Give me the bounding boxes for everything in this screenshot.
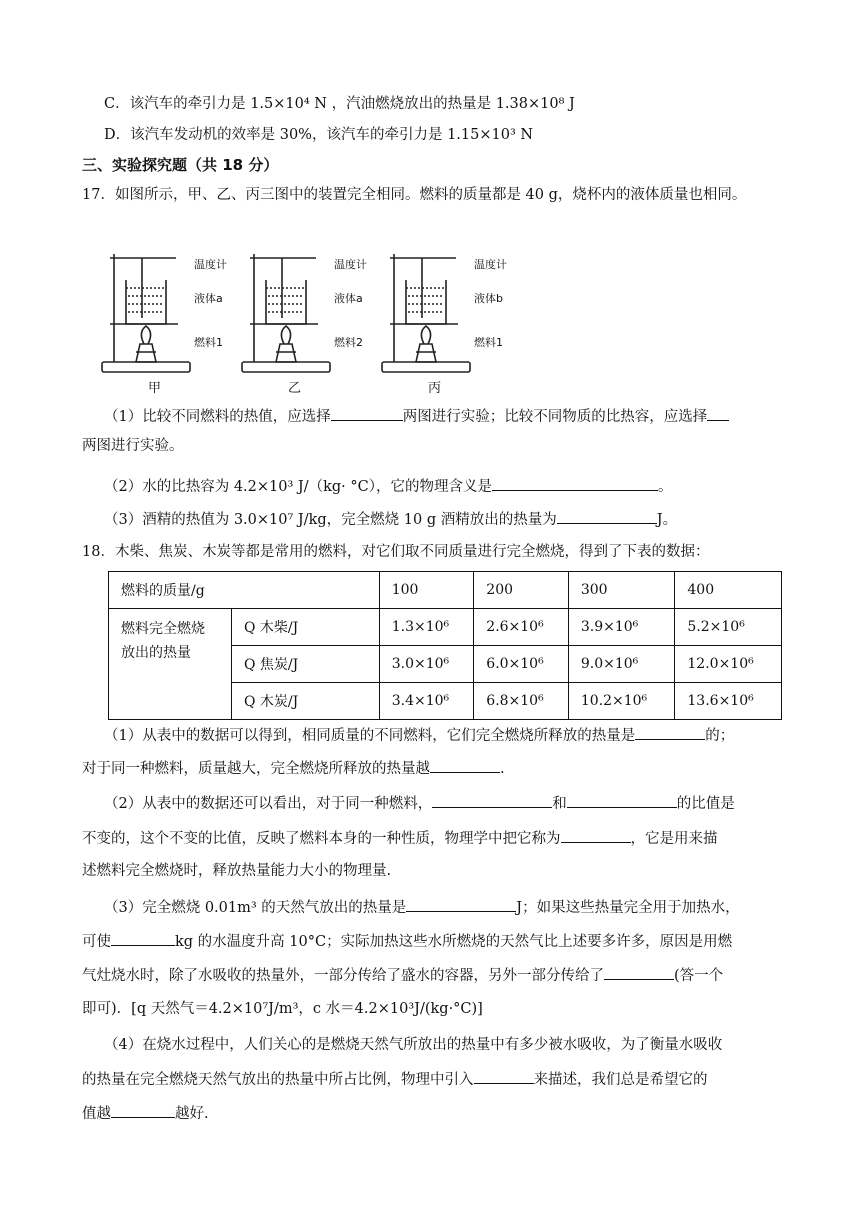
answer-blank[interactable]: [707, 406, 729, 421]
q18-part3-cont2: 气灶烧水时，除了水吸收的热量外，一部分传给了盛水的容器，另外一部分传给了 (答一个: [82, 965, 723, 986]
label-liquid-bing: 液体b: [474, 292, 503, 305]
q18-part4: （4）在烧水过程中，人们关心的是燃烧天然气所放出的热量中有多少被水吸收，为了衡量水吸收: [104, 1037, 723, 1053]
q17-part2: （2）水的比热容为 4.2×10³ J/（kg· °C），它的物理含义是 。: [104, 476, 673, 497]
table-cell: 300: [568, 572, 675, 609]
q18-part1-cont: 对于同一种燃料，质量越大，完全燃烧所释放的热量越 .: [82, 758, 505, 779]
answer-blank[interactable]: [567, 793, 677, 808]
caption-yi: 乙: [288, 381, 302, 396]
table-cell: 2.6×10⁶: [474, 609, 569, 646]
table-cell: 200: [474, 572, 569, 609]
apparatus-bing: [382, 254, 470, 372]
label-fuel-yi: 燃料2: [334, 336, 363, 349]
answer-blank[interactable]: [604, 965, 674, 980]
table-row-label: Q 木炭/J: [232, 683, 380, 720]
fuel-data-table: [108, 571, 782, 720]
table-group-label: 燃料完全燃烧 放出的热量: [109, 609, 232, 720]
answer-blank[interactable]: [561, 828, 631, 843]
answer-blank[interactable]: [331, 406, 403, 421]
q18-part1: （1）从表中的数据可以得到，相同质量的不同燃料，它们完全燃烧所释放的热量是 的；: [104, 725, 734, 746]
question-18-stem: 18．木柴、焦炭、木炭等都是常用的燃料，对它们取不同质量进行完全燃烧，得到了下表的数据：: [82, 544, 710, 560]
table-cell: 3.9×10⁶: [568, 609, 675, 646]
label-liquid-yi: 液体a: [334, 292, 363, 305]
answer-blank[interactable]: [474, 1069, 534, 1084]
table-cell: 1.3×10⁶: [379, 609, 474, 646]
caption-bing: 丙: [428, 381, 442, 396]
table-row: [109, 609, 782, 646]
table-row-label: Q 焦炭/J: [232, 646, 380, 683]
label-fuel-jia: 燃料1: [194, 336, 223, 349]
label-fuel-bing: 燃料1: [474, 336, 503, 349]
q18-part3-cont: 可使 kg 的水温度升高 10°C；实际加热这些水所燃烧的天然气比上述要多许多，原因是用燃: [82, 931, 732, 952]
apparatus-figure: [96, 240, 516, 404]
answer-blank[interactable]: [111, 1103, 175, 1118]
answer-blank[interactable]: [432, 793, 552, 808]
table-cell: 12.0×10⁶: [675, 646, 782, 683]
table-cell: 400: [675, 572, 782, 609]
q18-part4-cont: 的热量在完全燃烧天然气放出的热量中所占比例，物理中引入 来描述，我们总是希望它的: [82, 1069, 708, 1090]
label-liquid-jia: 液体a: [194, 292, 223, 305]
q17-part3: （3）酒精的热值为 3.0×10⁷ J/kg，完全燃烧 10 g 酒精放出的热量为 J。: [104, 509, 677, 530]
option-c: C．该汽车的牵引力是 1.5×10⁴ N ，汽油燃烧放出的热量是 1.38×10⁸ J: [104, 96, 575, 112]
q18-part3-given: 即可)．[q 天然气＝4.2×10⁷J/m³，c 水＝4.2×10³J/(kg·°C)]: [82, 1001, 483, 1017]
table-cell: 6.8×10⁶: [474, 683, 569, 720]
answer-blank[interactable]: [111, 931, 175, 946]
table-row-label: Q 木柴/J: [232, 609, 380, 646]
q18-part4-end: 值越 越好.: [82, 1103, 209, 1124]
table-cell: 6.0×10⁶: [474, 646, 569, 683]
table-cell: 100: [379, 572, 474, 609]
q17-part1-cont: 两图进行实验。: [82, 438, 184, 454]
q17-part1: （1）比较不同燃料的热值，应选择 两图进行实验；比较不同物质的比热容，应选择: [104, 406, 729, 427]
label-thermometer-bing: 温度计: [474, 258, 507, 271]
answer-blank[interactable]: [406, 897, 516, 912]
section-title: 三、实验探究题（共 18 分）: [82, 156, 279, 174]
table-cell: 3.4×10⁶: [379, 683, 474, 720]
answer-blank[interactable]: [492, 476, 658, 491]
q18-part2-end: 述燃料完全燃烧时，释放热量能力大小的物理量.: [82, 863, 392, 879]
table-cell: 13.6×10⁶: [675, 683, 782, 720]
label-thermometer-jia: 温度计: [194, 258, 227, 271]
q18-part2-cont: 不变的，这个不变的比值，反映了燃料本身的一种性质，物理学中把它称为 ，它是用来描: [82, 828, 718, 849]
table-cell: 5.2×10⁶: [675, 609, 782, 646]
apparatus-illustration: [96, 240, 516, 400]
answer-blank[interactable]: [635, 725, 705, 740]
table-cell: 9.0×10⁶: [568, 646, 675, 683]
question-17-stem: 17．如图所示，甲、乙、丙三图中的装置完全相同。燃料的质量都是 40 g，烧杯内的液体质量也相同。: [82, 187, 747, 203]
apparatus-jia: [102, 254, 190, 372]
apparatus-yi: [242, 254, 330, 372]
option-d: D．该汽车发动机的效率是 30%，该汽车的牵引力是 1.15×10³ N: [104, 127, 534, 143]
answer-blank[interactable]: [430, 758, 500, 773]
q18-part3: （3）完全燃烧 0.01m³ 的天然气放出的热量是 J；如果这些热量完全用于加热水，: [104, 897, 740, 918]
q18-part2: （2）从表中的数据还可以看出，对于同一种燃料， 和 的比值是: [104, 793, 735, 814]
table-cell: 3.0×10⁶: [379, 646, 474, 683]
table-cell: 10.2×10⁶: [568, 683, 675, 720]
table-header-label: 燃料的质量/g: [109, 572, 380, 609]
table-row: [109, 572, 782, 609]
answer-blank[interactable]: [557, 509, 657, 524]
caption-jia: 甲: [148, 381, 162, 396]
label-thermometer-yi: 温度计: [334, 258, 367, 271]
